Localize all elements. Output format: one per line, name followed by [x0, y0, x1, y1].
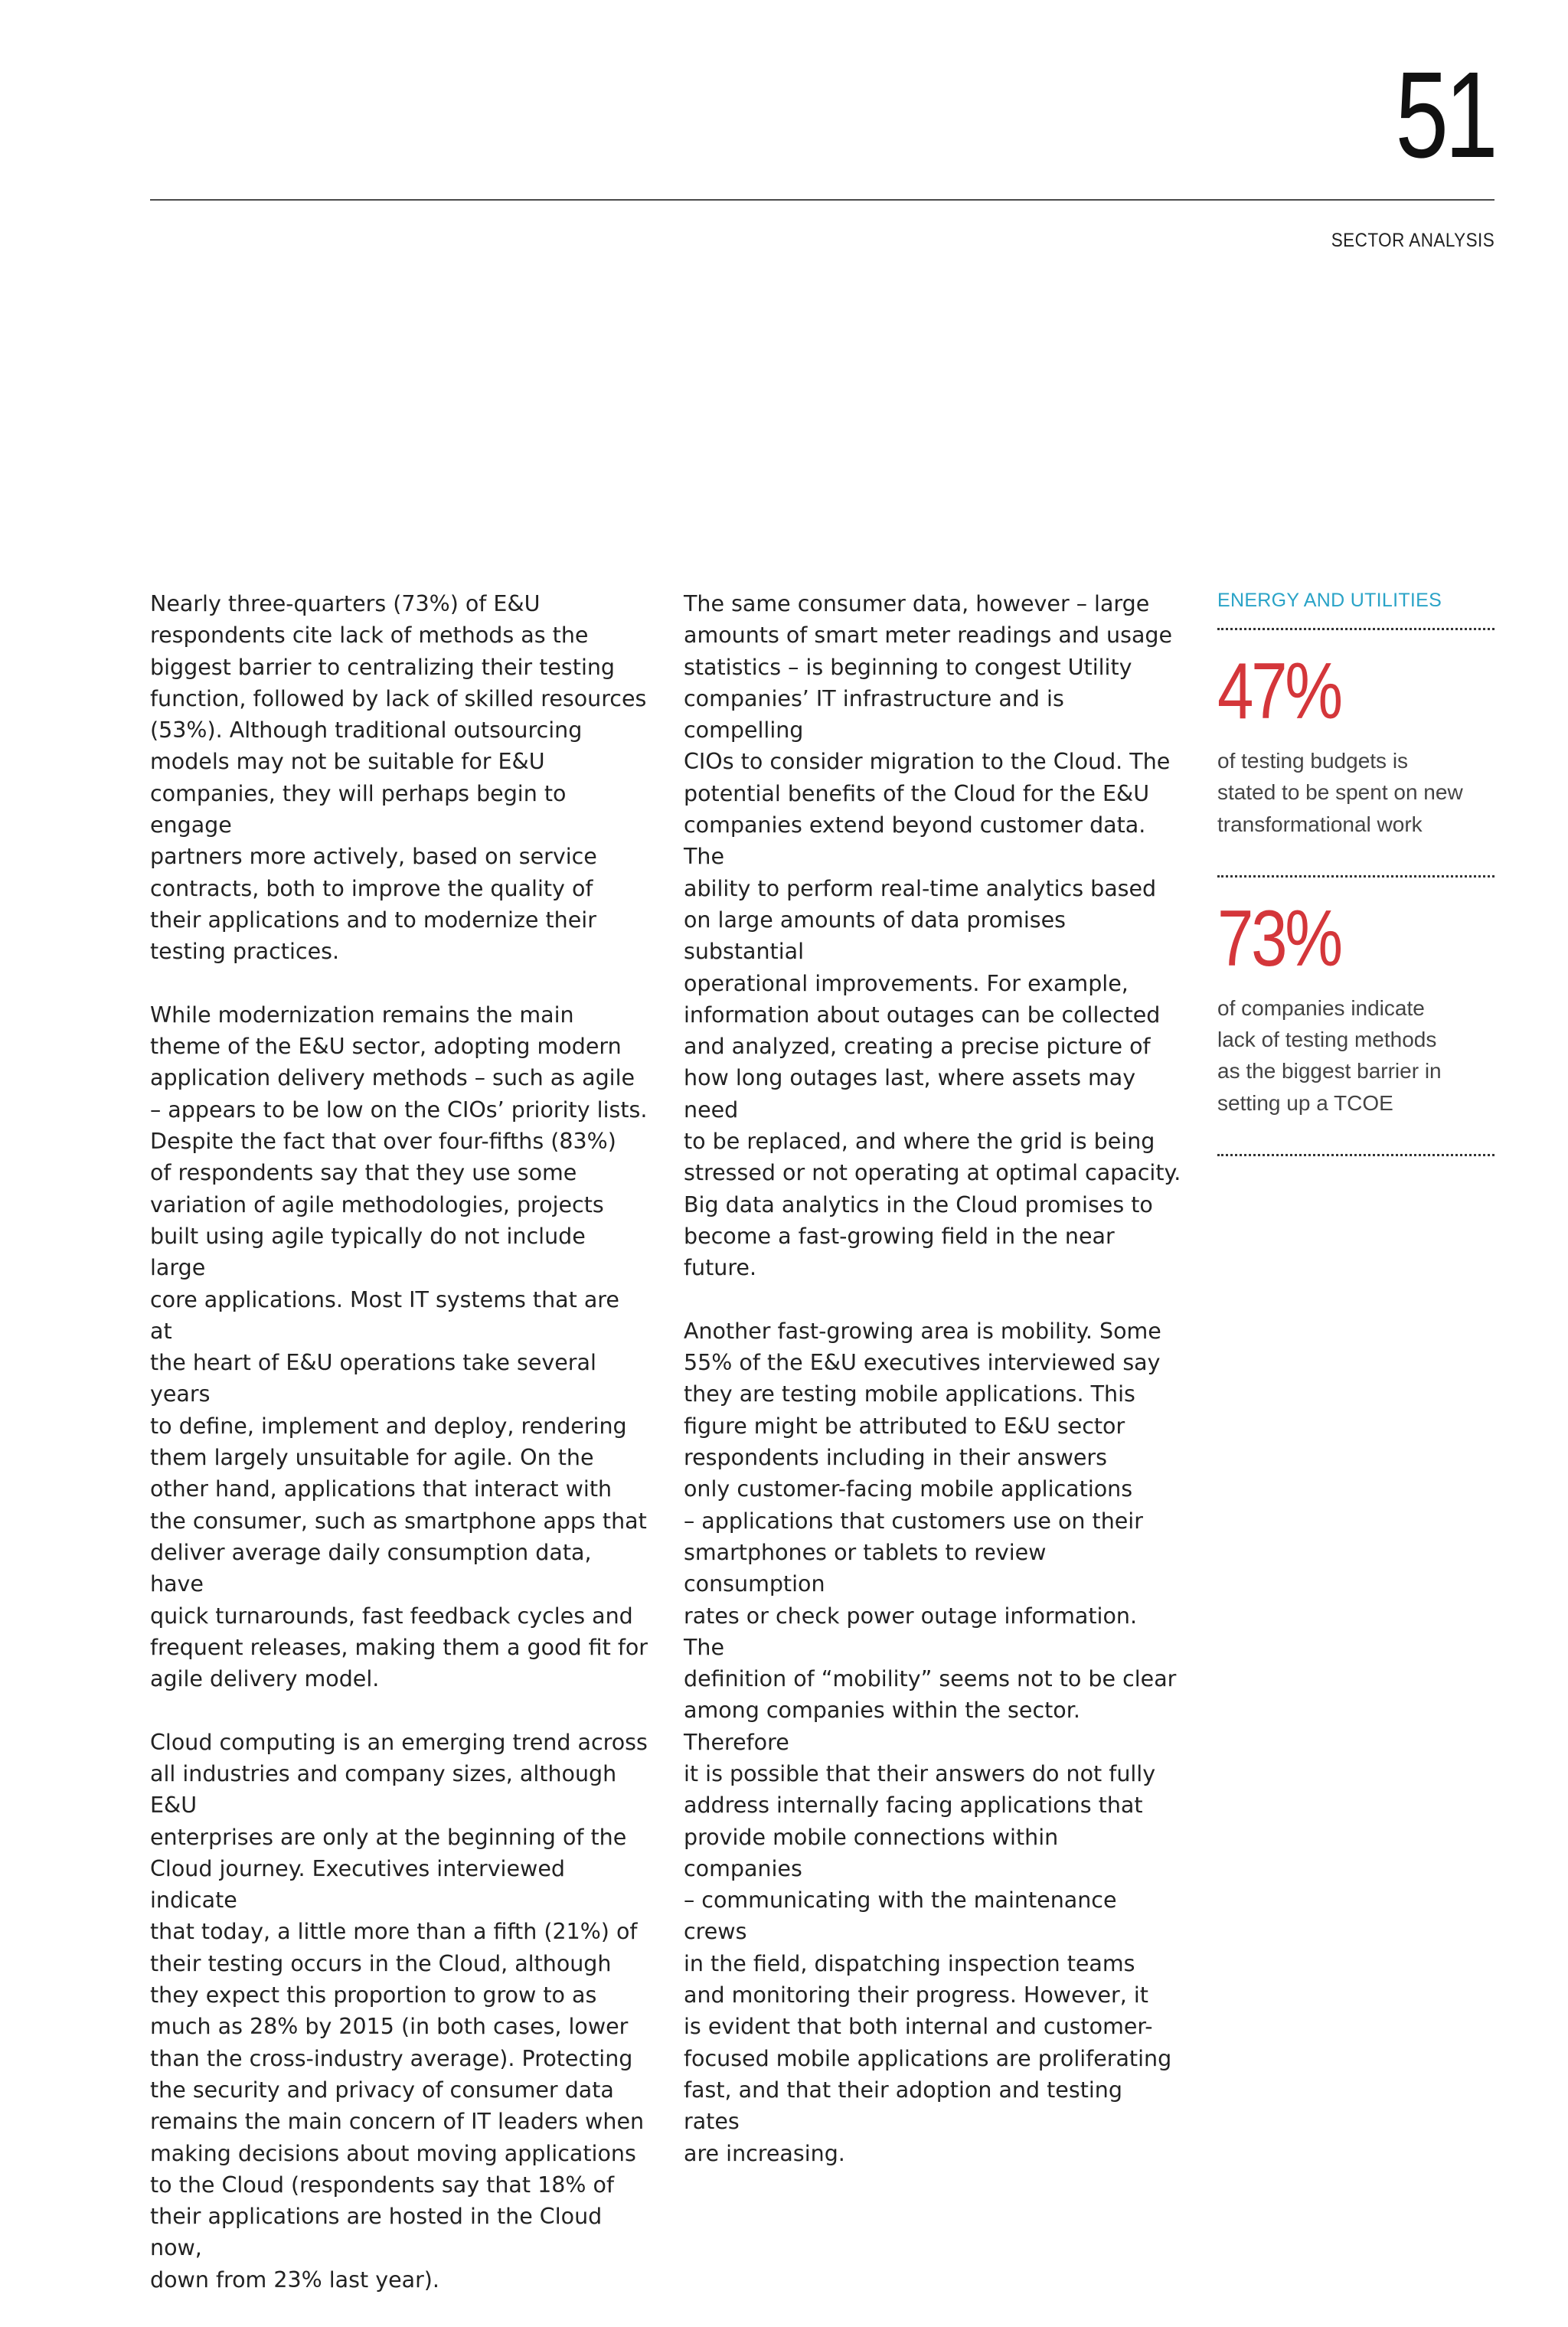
stats-sidebar	[1217, 590, 1494, 1156]
sidebar-title: ENERGY AND UTILITIES	[1217, 590, 1442, 611]
stat-value: 73%	[1217, 894, 1341, 983]
body-column-left	[150, 588, 648, 2327]
header-divider	[150, 199, 1494, 201]
stat-value: 47%	[1217, 647, 1341, 736]
dotted-divider	[1217, 1154, 1494, 1156]
section-label: SECTOR ANALYSIS	[1331, 230, 1494, 251]
paragraph: The same consumer data, however – large amounts of smart meter readings and usage statistics – is beginning to congest Utility companies’ IT infrastructure and is compelling CIOs to consider migration to the Cloud. The potential benefits of the Cloud for the E&U companies extend beyond customer data. The ability to perform real-time analytics based on large amounts of data promises substantial operational improvements. For example, information about outages can be collected and analyzed, creating a precise picture of how long outages last, where assets may need to be replaced, and where the grid is being stressed or not operating at optimal capacity. Big data analytics in the Cloud promises to become a fast-growing field in the near future.	[684, 591, 1181, 1281]
paragraph: Another fast-growing area is mobility. Some 55% of the E&U executives interviewed say they are testing mobile applications. This figure might be attributed to E&U sector respondents including in their answers only customer-facing mobile applications – applications that customers use on their smartphones or tablets to review consumption rates or check power outage information. The definition of “mobility” seems not to be clear among companies within the sector. Therefore it is possible that their answers do not fully address internally facing applications that provide mobile connections within companies – communicating with the maintenance crews in the field, dispatching inspection teams and monitoring their progress. However, it is evident that both internal and customer- focused mobile applications are proliferating fast, and that their adoption and testing rates are increasing.	[684, 1318, 1177, 2166]
paragraph: While modernization remains the main theme of the E&U sector, adopting modern application delivery methods – such as agile – appears to be low on the CIOs’ priority lists. Despite the fact that over four-fifths (83%) of respondents say that they use some variation of agile methodologies, projects built using agile typically do not include large core applications. Most IT systems that are at the heart of E&U operations take several years to define, implement and deploy, rendering them largely unsuitable for agile. On the other hand, applications that interact with the consumer, such as smartphone apps that deliver average daily consumption data, have quick turnarounds, fast feedback cycles and frequent releases, making them a good fit for agile delivery model.	[150, 1002, 648, 1692]
paragraph: Nearly three-quarters (73%) of E&U respondents cite lack of methods as the biggest barrier to centralizing their testing function, followed by lack of skilled resources (53%). Although traditional outsourcing models may not be suitable for E&U companies, they will perhaps begin to engage partners more actively, based on service contracts, both to improve the quality of their applications and to modernize their testing practices.	[150, 591, 647, 965]
stat-description: of testing budgets is stated to be spent on new transformational work	[1217, 749, 1463, 836]
stat-description: of companies indicate lack of testing methods as the biggest barrier in setting up a TCOE	[1217, 995, 1442, 1115]
stat-block	[1217, 878, 1494, 1154]
paragraph: Cloud computing is an emerging trend across all industries and company sizes, although E&U enterprises are only at the beginning of the Cloud journey. Executives interviewed indicate that today, a little more than a fifth (21%) of their testing occurs in the Cloud, although they expect this proportion to grow to as much as 28% by 2015 (in both cases, lower than the cross-industry average). Protecting the security and privacy of consumer data remains the main concern of IT leaders when making decisions about moving applications to the Cloud (respondents say that 18% of their applications are hosted in the Cloud now, down from 23% last year).	[150, 1729, 648, 2293]
page-number: 51	[1395, 46, 1494, 183]
stat-block	[1217, 630, 1494, 875]
body-column-middle	[684, 588, 1181, 2201]
